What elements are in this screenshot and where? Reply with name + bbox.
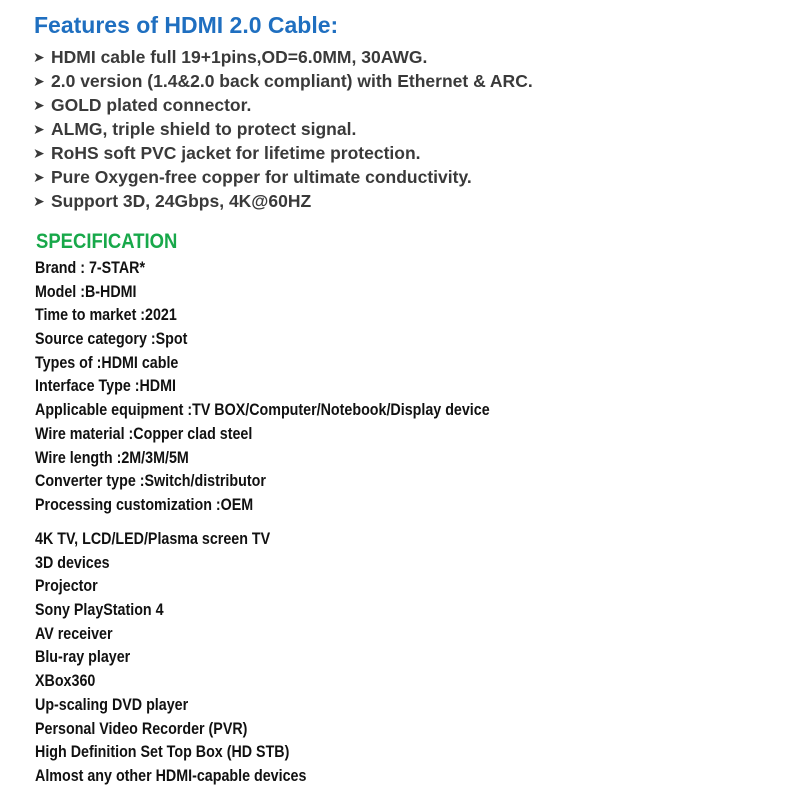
feature-item: [33, 141, 533, 165]
feature-item: [33, 189, 533, 213]
arrow-bullet-icon: ➤: [33, 192, 45, 209]
spec-applicable-equipment: Applicable equipment :TV BOX/Computer/Notebook/Display device: [35, 400, 490, 420]
arrow-bullet-icon: ➤: [33, 168, 45, 185]
spec-processing-customization: Processing customization :OEM: [35, 494, 254, 514]
spec-wire-material: Wire material :Copper clad steel: [35, 423, 253, 443]
spec-types-of: Types of :HDMI cable: [35, 352, 179, 372]
spec-model: Model :B-HDMI: [35, 281, 137, 301]
feature-text: GOLD plated connector.: [51, 94, 252, 115]
feature-item: [33, 165, 533, 189]
specification-list: [35, 256, 576, 517]
spec-source-category: Source category :Spot: [35, 329, 188, 349]
device-item: XBox360: [35, 671, 96, 691]
device-item: AV receiver: [35, 623, 113, 643]
features-title: Features of HDMI 2.0 Cable:: [34, 12, 339, 38]
feature-text: ALMG, triple shield to protect signal.: [51, 118, 357, 139]
feature-item: [33, 69, 533, 93]
device-item: Personal Video Recorder (PVR): [35, 718, 248, 738]
device-item: Blu-ray player: [35, 647, 131, 667]
arrow-bullet-icon: ➤: [33, 48, 45, 65]
device-item: 3D devices: [35, 552, 110, 572]
feature-text: RoHS soft PVC jacket for lifetime protection.: [51, 142, 421, 163]
spec-brand: Brand : 7-STAR*: [35, 258, 146, 277]
device-item: High Definition Set Top Box (HD STB): [35, 742, 290, 762]
feature-text: Support 3D, 24Gbps, 4K@60HZ: [51, 190, 312, 211]
feature-item: [33, 93, 533, 117]
spec-interface-type: Interface Type :HDMI: [35, 376, 176, 396]
feature-text: HDMI cable full 19+1pins,OD=6.0MM, 30AWG.: [51, 46, 428, 67]
spec-time-to-market: Time to market :2021: [35, 305, 177, 325]
spec-converter-type: Converter type :Switch/distributor: [35, 471, 266, 491]
device-item: Projector: [35, 576, 98, 596]
compatible-devices-list: [35, 527, 358, 788]
arrow-bullet-icon: ➤: [33, 120, 45, 137]
feature-item: [33, 117, 533, 141]
feature-item: [33, 45, 533, 69]
arrow-bullet-icon: ➤: [33, 72, 45, 89]
features-list: [33, 45, 533, 213]
arrow-bullet-icon: ➤: [33, 96, 45, 113]
feature-text: Pure Oxygen-free copper for ultimate conductivity.: [51, 166, 472, 187]
spec-wire-length: Wire length :2M/3M/5M: [35, 447, 189, 467]
device-item: Almost any other HDMI-capable devices: [35, 765, 307, 785]
device-item: Sony PlayStation 4: [35, 600, 164, 620]
arrow-bullet-icon: ➤: [33, 144, 45, 161]
specification-title: SPECIFICATION: [36, 230, 178, 253]
device-item: Up-scaling DVD player: [35, 694, 189, 714]
feature-text: 2.0 version (1.4&2.0 back compliant) with Ethernet & ARC.: [51, 70, 533, 91]
device-item: 4K TV, LCD/LED/Plasma screen TV: [35, 529, 271, 548]
